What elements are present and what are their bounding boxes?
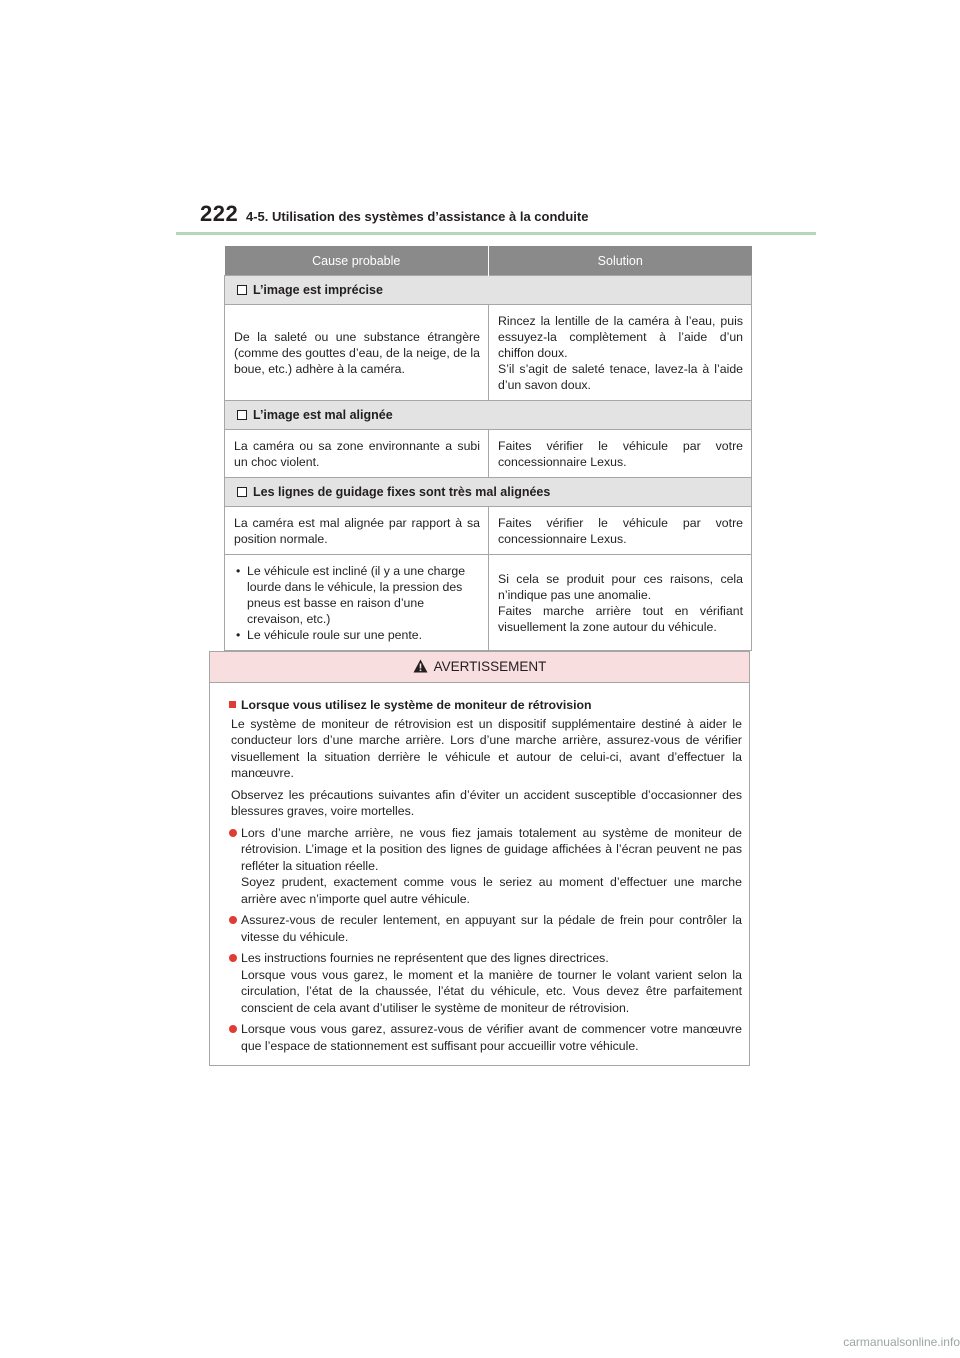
column-header-cause: Cause probable xyxy=(225,246,489,276)
column-header-solution: Solution xyxy=(489,246,752,276)
warning-item-text: Soyez prudent, exactement comme vous le seriez au moment d’effectuer une marche arrière avec n’importe quel autre véhicule. xyxy=(241,875,742,906)
page-number: 222 xyxy=(200,201,239,226)
warning-box xyxy=(209,651,750,1066)
dot-bullet-icon xyxy=(229,954,237,962)
solution-text: S’il s’agit de saleté tenace, lavez-la à l’aide d’un savon doux. xyxy=(498,362,743,392)
warning-list-item xyxy=(229,825,742,908)
cause-bullet-list xyxy=(234,563,480,643)
warning-item-text: Lorsque vous vous garez, assurez-vous de vérifier avant de commencer votre manœuvre que l’espace de stationnement est suffisant pour accueillir votre véhicule. xyxy=(241,1022,742,1053)
warning-body xyxy=(210,683,749,1054)
warning-paragraph: Le système de moniteur de rétrovision est un dispositif supplémentaire destiné à aider le conducteur lors d’une marche arrière. Lors d’une marche arrière, assurez-vous de vérifier visuellement la situation derrière le véhicule et autour de celui-ci, avant d’effectuer la manœuvre. xyxy=(231,716,742,780)
cause-cell: La caméra ou sa zone environnante a subi un choc violent. xyxy=(225,430,489,478)
dot-bullet-icon xyxy=(229,1025,237,1033)
warning-triangle-icon xyxy=(413,659,428,673)
solution-cell xyxy=(489,305,752,401)
table-row xyxy=(225,507,752,555)
cause-cell: De la saleté ou une substance étrangère (comme des gouttes d’eau, de la neige, de la boue, etc.) adhère à la caméra. xyxy=(225,305,489,401)
warning-paragraph: Observez les précautions suivantes afin d’éviter un accident susceptible d’occasionner des blessures graves, voire mortelles. xyxy=(231,787,742,818)
cause-cell: La caméra est mal alignée par rapport à sa position normale. xyxy=(225,507,489,555)
cause-cell xyxy=(225,555,489,651)
category-row xyxy=(225,276,752,305)
warning-item-text: Lorsque vous vous garez, le moment et la manière de tourner le volant varient selon la circulation, l’état de la chaussée, l’état du véhicule, etc. Vous devez être parfaitement conscient de cela avant d’utiliser le système de moniteur de rétrovision. xyxy=(241,967,742,1015)
category-row xyxy=(225,478,752,507)
checkbox-icon xyxy=(237,410,247,420)
solution-text: Faites marche arrière tout en vérifiant visuellement la zone autour du véhicule. xyxy=(498,604,743,634)
dot-bullet-icon xyxy=(229,916,237,924)
section-title: 4-5. Utilisation des systèmes d’assistance à la conduite xyxy=(246,209,589,224)
category-label: L’image est mal alignée xyxy=(253,408,393,422)
table-header-row xyxy=(225,246,752,276)
dot-bullet-icon xyxy=(229,829,237,837)
category-label: Les lignes de guidage fixes sont très mal alignées xyxy=(253,485,551,499)
warning-item-text: Lors d’une marche arrière, ne vous fiez jamais totalement au système de moniteur de rétrovision. L’image et la position des lignes de guidage affichées à l’écran peuvent ne pas refléter la situation réelle. xyxy=(241,825,742,873)
table-row xyxy=(225,555,752,651)
warning-list-item xyxy=(229,950,742,1016)
solution-text: Rincez la lentille de la caméra à l’eau, puis essuyez-la complètement à l’aide d’un chiffon doux. xyxy=(498,314,743,360)
square-bullet-icon xyxy=(229,701,236,708)
category-row xyxy=(225,401,752,430)
list-item: • Le véhicule est incliné (il y a une charge lourde dans le véhicule, la pression des pneus est basse en raison d’une crevaison, etc.) xyxy=(234,563,480,627)
warning-heading xyxy=(229,697,742,714)
checkbox-icon xyxy=(237,285,247,295)
header-rule xyxy=(176,232,816,235)
list-item: • Le véhicule roule sur une pente. xyxy=(234,627,480,643)
solution-cell xyxy=(489,555,752,651)
solution-cell: Faites vérifier le véhicule par votre concessionnaire Lexus. xyxy=(489,430,752,478)
warning-list-item xyxy=(229,1021,742,1054)
warning-list-item xyxy=(229,912,742,945)
warning-item-text: Les instructions fournies ne représentent que des lignes directrices. xyxy=(241,951,609,965)
table-row xyxy=(225,305,752,401)
checkbox-icon xyxy=(237,487,247,497)
solution-cell: Faites vérifier le véhicule par votre concessionnaire Lexus. xyxy=(489,507,752,555)
warning-header xyxy=(210,652,749,683)
solution-text: Si cela se produit pour ces raisons, cela n’indique pas une anomalie. xyxy=(498,572,743,602)
watermark: carmanualsonline.info xyxy=(843,1335,960,1349)
warning-title: AVERTISSEMENT xyxy=(433,659,547,674)
troubleshooting-table xyxy=(224,246,752,651)
warning-item-text: Assurez-vous de reculer lentement, en appuyant sur la pédale de frein pour contrôler la vitesse du véhicule. xyxy=(241,913,742,944)
table-row xyxy=(225,430,752,478)
category-label: L’image est imprécise xyxy=(253,283,383,297)
warning-heading-text: Lorsque vous utilisez le système de moniteur de rétrovision xyxy=(241,698,592,712)
